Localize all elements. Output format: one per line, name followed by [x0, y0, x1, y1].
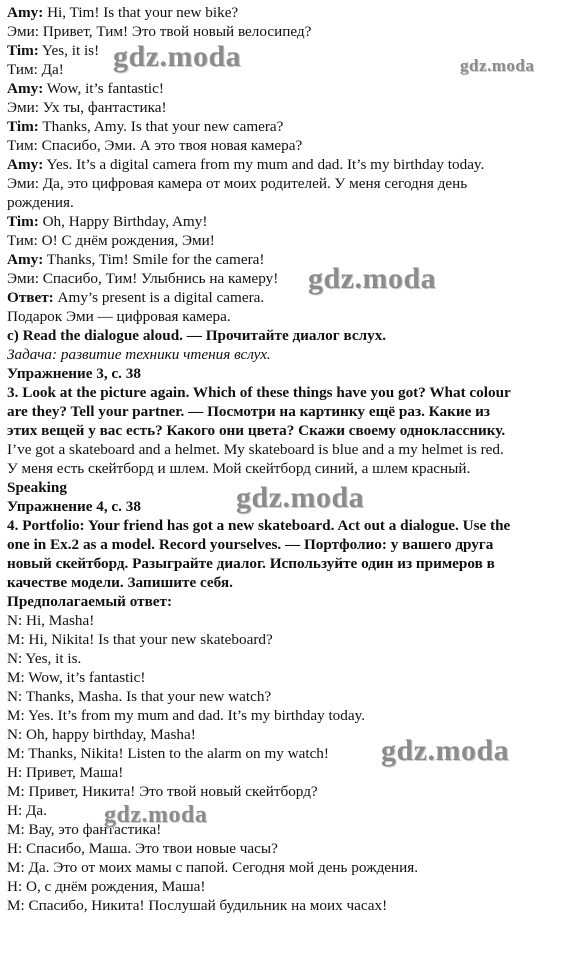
- line-text: Тим: О! С днём рождения, Эми!: [7, 232, 215, 249]
- watermark: gdz.moda: [308, 262, 437, 295]
- text-line: [7, 706, 569, 725]
- line-text: Hi, Tim! Is that your new bike?: [43, 4, 239, 21]
- text-line: [7, 592, 569, 611]
- line-text: Thanks, Tim! Smile for the camera!: [43, 251, 265, 268]
- line-text: Эми: Ух ты, фантастика!: [7, 99, 167, 116]
- text-line: [7, 421, 569, 440]
- text-line: [7, 364, 569, 383]
- line-text: М: Спасибо, Никита! Послушай будильник на моих часах!: [7, 897, 388, 914]
- bold-text: Tim:: [7, 213, 39, 230]
- text-line: [7, 402, 569, 421]
- text-line: [7, 649, 569, 668]
- text-line: [7, 858, 569, 877]
- bold-text: качестве модели. Запишите себя.: [7, 574, 233, 591]
- text-line: [7, 345, 569, 364]
- line-text: Н: Спасибо, Маша. Это твои новые часы?: [7, 840, 278, 857]
- text-line: [7, 174, 569, 193]
- text-line: [7, 611, 569, 630]
- line-text: Н: Привет, Маша!: [7, 764, 124, 781]
- text-line: [7, 440, 569, 459]
- line-text: Тим: Да!: [7, 61, 64, 78]
- text-line: [7, 687, 569, 706]
- line-text: N: Hi, Masha!: [7, 612, 95, 629]
- bold-text: Speaking: [7, 479, 67, 496]
- text-line: [7, 896, 569, 915]
- text-line: [7, 782, 569, 801]
- bold-text: 4. Portfolio: Your friend has got a new skateboard. Act out a dialogue. Use the: [7, 517, 511, 534]
- line-text: Wow, it’s fantastic!: [43, 80, 164, 97]
- text-line: [7, 117, 569, 136]
- line-text: N: Thanks, Masha. Is that your new watch?: [7, 688, 272, 705]
- line-text: рождения.: [7, 194, 74, 211]
- bold-text: Предполагаемый ответ:: [7, 593, 173, 610]
- line-text: N: Yes, it is.: [7, 650, 82, 667]
- text-line: [7, 516, 569, 535]
- bold-text: Amy:: [7, 80, 44, 97]
- line-text: Подарок Эми — цифровая камера.: [7, 308, 231, 325]
- text-line: [7, 136, 569, 155]
- text-line: [7, 383, 569, 402]
- bold-text: c) Read the dialogue aloud. — Прочитайте диалог вслух.: [7, 327, 387, 344]
- text-line: [7, 630, 569, 649]
- text-line: [7, 269, 569, 288]
- line-text: Н: О, с днём рождения, Маша!: [7, 878, 206, 895]
- line-text: M: Hi, Nikita! Is that your new skateboard?: [7, 631, 273, 648]
- bold-text: one in Ex.2 as a model. Record yourselves. — Портфолио: у вашего друга: [7, 536, 494, 553]
- bold-text: этих вещей у вас есть? Какого они цвета? Скажи своему однокласснику.: [7, 422, 506, 439]
- bold-text: Tim:: [7, 118, 39, 135]
- text-line: [7, 3, 569, 22]
- watermark: gdz.moda: [460, 56, 535, 75]
- bold-text: новый скейтборд. Разыграйте диалог. Используйте один из примеров в: [7, 555, 495, 572]
- bold-text: Amy:: [7, 4, 44, 21]
- text-line: [7, 573, 569, 592]
- text-line: [7, 22, 569, 41]
- text-line: [7, 668, 569, 687]
- text-line: [7, 459, 569, 478]
- text-line: [7, 250, 569, 269]
- bold-text: are they? Tell your partner. — Посмотри на картинку ещё раз. Какие из: [7, 403, 490, 420]
- text-line: [7, 535, 569, 554]
- document-text: [7, 3, 569, 915]
- line-text: М: Вау, это фантастика!: [7, 821, 162, 838]
- bold-text: Ответ:: [7, 289, 54, 306]
- text-line: [7, 155, 569, 174]
- text-line: [7, 801, 569, 820]
- text-line: [7, 877, 569, 896]
- text-line: [7, 212, 569, 231]
- text-line: [7, 820, 569, 839]
- bold-text: Упражнение 4, с. 38: [7, 498, 141, 515]
- bold-text: Amy:: [7, 156, 44, 173]
- watermark: gdz.moda: [381, 734, 510, 767]
- line-text: Н: Да.: [7, 802, 47, 819]
- line-text: Thanks, Amy. Is that your new camera?: [38, 118, 284, 135]
- watermark: gdz.moda: [236, 481, 365, 514]
- line-text: Эми: Спасибо, Тим! Улыбнись на камеру!: [7, 270, 279, 287]
- text-line: [7, 288, 569, 307]
- line-text: Yes. It’s a digital camera from my mum and dad. It’s my birthday today.: [43, 156, 485, 173]
- watermark: gdz.moda: [113, 40, 242, 73]
- text-line: [7, 307, 569, 326]
- line-text: М: Привет, Никита! Это твой новый скейтборд?: [7, 783, 318, 800]
- line-text: Эми: Привет, Тим! Это твой новый велосипед?: [7, 23, 312, 40]
- line-text: I’ve got a skateboard and a helmet. My skateboard is blue and a my helmet is red.: [7, 441, 504, 458]
- text-line: [7, 98, 569, 117]
- bold-text: 3. Look at the picture again. Which of these things have you got? What colour: [7, 384, 511, 401]
- italic-text: Задача: развитие техники чтения вслух.: [7, 346, 271, 363]
- bold-text: Amy:: [7, 251, 44, 268]
- text-line: [7, 554, 569, 573]
- line-text: Эми: Да, это цифровая камера от моих родителей. У меня сегодня день: [7, 175, 468, 192]
- line-text: Yes, it is!: [38, 42, 100, 59]
- line-text: Amy’s present is a digital camera.: [53, 289, 265, 306]
- line-text: У меня есть скейтборд и шлем. Мой скейтборд синий, а шлем красный.: [7, 460, 471, 477]
- text-line: [7, 79, 569, 98]
- line-text: M: Wow, it’s fantastic!: [7, 669, 146, 686]
- line-text: N: Oh, happy birthday, Masha!: [7, 726, 196, 743]
- bold-text: Tim:: [7, 42, 39, 59]
- line-text: Oh, Happy Birthday, Amy!: [38, 213, 208, 230]
- text-line: [7, 326, 569, 345]
- watermark: gdz.moda: [104, 802, 208, 828]
- line-text: Тим: Спасибо, Эми. А это твоя новая камера?: [7, 137, 303, 154]
- text-line: [7, 193, 569, 212]
- text-line: [7, 839, 569, 858]
- text-line: [7, 231, 569, 250]
- line-text: M: Thanks, Nikita! Listen to the alarm on my watch!: [7, 745, 329, 762]
- line-text: М: Да. Это от моих мамы с папой. Сегодня мой день рождения.: [7, 859, 419, 876]
- bold-text: Упражнение 3, с. 38: [7, 365, 141, 382]
- line-text: M: Yes. It’s from my mum and dad. It’s my birthday today.: [7, 707, 366, 724]
